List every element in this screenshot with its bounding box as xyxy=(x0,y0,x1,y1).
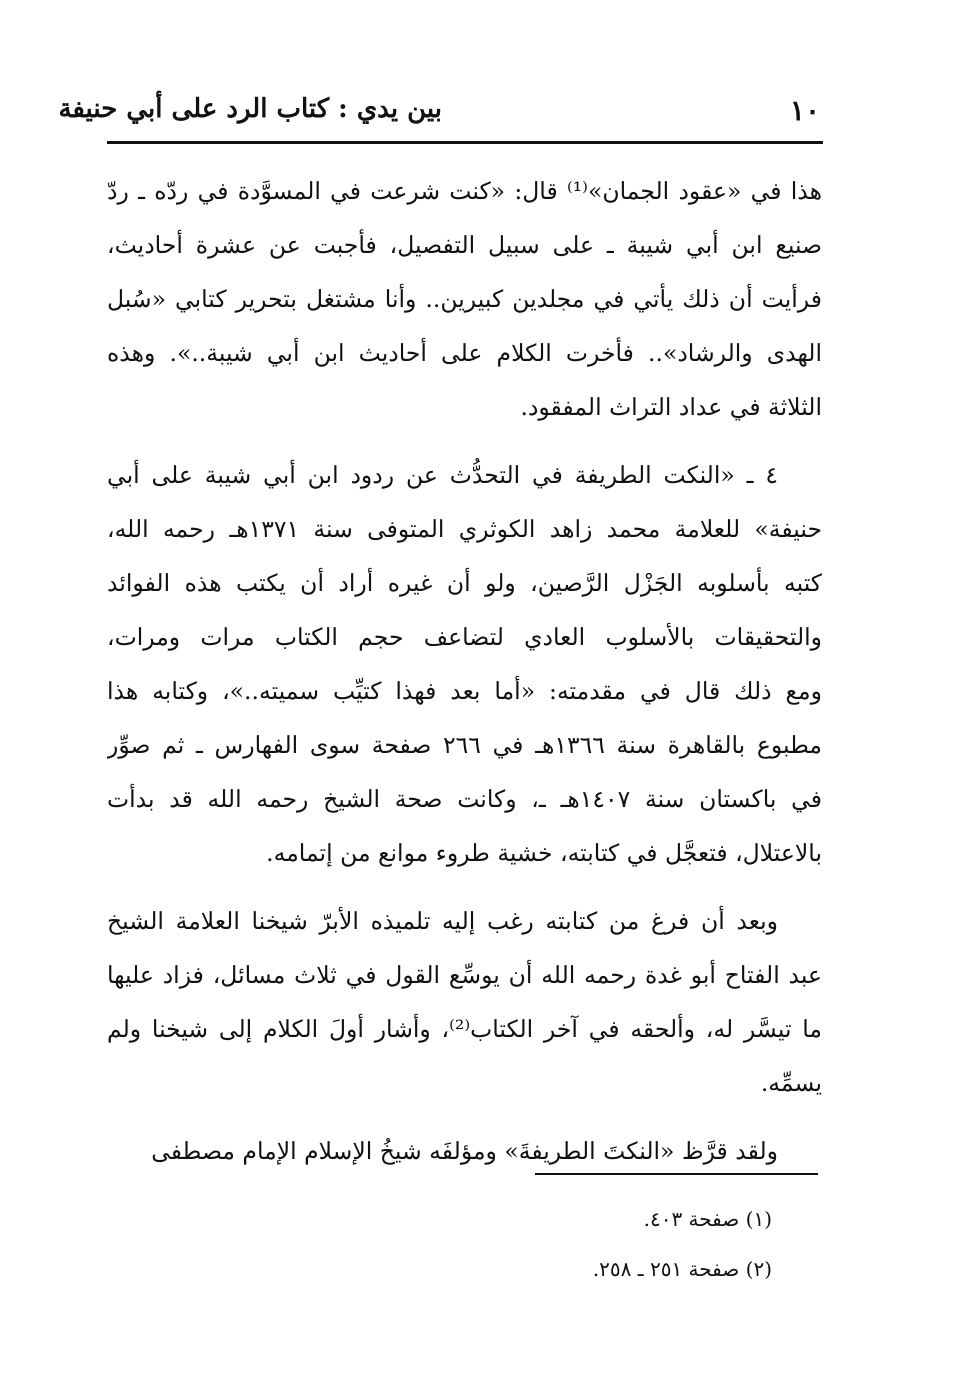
page-number: ١٠ xyxy=(789,94,820,127)
text-line: ٤ ـ «النكت الطريفة في التحدُّث عن ردود ابن أبي شيبة على أبي xyxy=(107,461,778,489)
header-rule xyxy=(107,141,823,144)
text-line: بالاعتلال، فتعجَّل في كتابته، خشية طروء موانع من إتمامه. xyxy=(266,839,822,867)
paragraph xyxy=(107,164,822,434)
running-header xyxy=(58,88,822,138)
paragraph xyxy=(107,448,822,880)
text-line: مطبوع بالقاهرة سنة ١٣٦٦هـ في ٢٦٦ صفحة سوى الفهارس ـ ثم صوِّر xyxy=(107,731,822,759)
text-line: والتحقيقات بالأسلوب العادي لتضاعف حجم الكتاب مرات ومرات، xyxy=(107,623,822,651)
text-line: فرأيت أن ذلك يأتي في مجلدين كبيرين.. وأنا مشتغل بتحرير كتابي «سُبل xyxy=(107,285,822,313)
text-line: صنيع ابن أبي شيبة ـ على سبيل التفصيل، فأجبت عن عشرة أحاديث، xyxy=(107,231,822,259)
text-line: ومع ذلك قال في مقدمته: «أما بعد فهذا كتيِّب سميته..»، وكتابه هذا xyxy=(107,677,822,705)
text-line: يسمِّه. xyxy=(760,1069,822,1097)
text-line: كتبه بأسلوبه الجَزْل الرَّصين، ولو أن غيره أراد أن يكتب هذه الفوائد xyxy=(107,569,822,597)
running-title: بين يدي : كتاب الرد على أبي حنيفة xyxy=(58,94,442,124)
text-line: هذا في «عقود الجمان»⁽¹⁾ قال: «كنت شرعت في المسوَّدة في ردّه ـ ردّ xyxy=(107,177,822,205)
text-line: وبعد أن فرغ من كتابته رغب إليه تلميذه الأبرّ شيخنا العلامة الشيخ xyxy=(107,907,778,935)
paragraph xyxy=(107,894,822,1110)
text-line: ولقد قرَّظ «النكتَ الطريفةَ» ومؤلفَه شيخُ الإسلام الإمام مصطفى xyxy=(151,1137,778,1165)
text-line: ما تيسَّر له، وألحقه في آخر الكتاب⁽²⁾، وأشار أولَ الكلام إلى شيخنا ولم xyxy=(107,1015,822,1043)
text-line: الثلاثة في عداد التراث المفقود. xyxy=(520,393,822,421)
footnotes xyxy=(107,1194,772,1294)
footnote-rule xyxy=(535,1173,818,1175)
body-text xyxy=(107,164,822,1192)
paragraph xyxy=(107,1124,822,1178)
text-line: حنيفة» للعلامة محمد زاهد الكوثري المتوفى سنة ١٣٧١هـ رحمه الله، xyxy=(107,515,822,543)
footnote: (٢) صفحة ٢٥١ ـ ٢٥٨. xyxy=(592,1257,772,1281)
text-line: عبد الفتاح أبو غدة رحمه الله أن يوسِّع القول في ثلاث مسائل، فزاد عليها xyxy=(107,961,822,989)
footnote: (١) صفحة ٤٠٣. xyxy=(643,1207,772,1231)
text-line: في باكستان سنة ١٤٠٧هـ ـ، وكانت صحة الشيخ رحمه الله قد بدأت xyxy=(107,785,822,813)
text-line: الهدى والرشاد».. فأخرت الكلام على أحاديث ابن أبي شيبة..». وهذه xyxy=(107,339,822,367)
